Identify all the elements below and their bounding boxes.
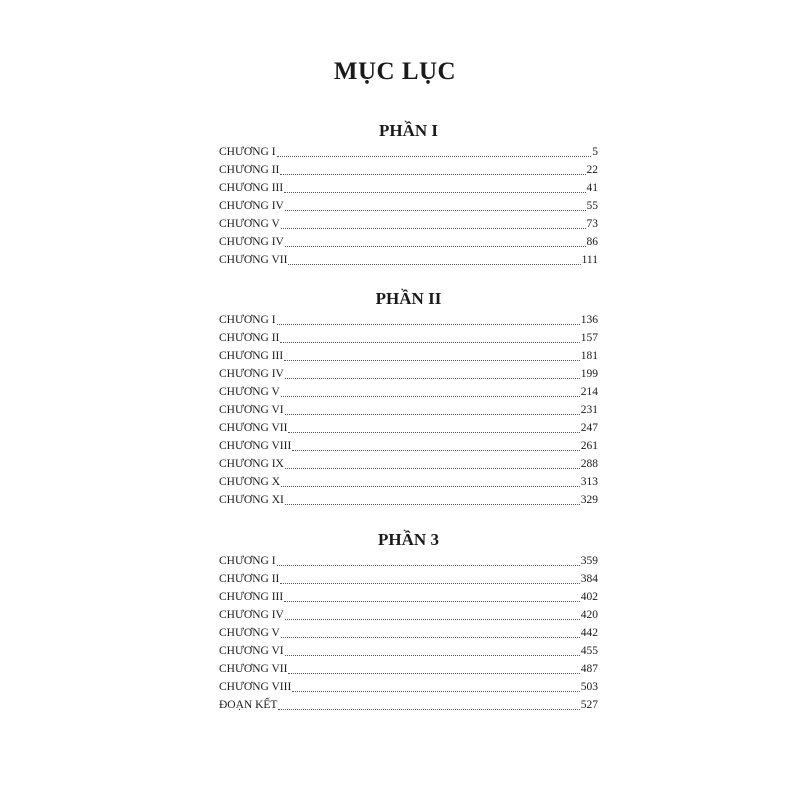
toc-entry-page-number: 487 [580, 663, 598, 675]
toc-entry-page-number: 384 [580, 573, 598, 585]
toc-entry-label: ĐOẠN KẾT [219, 699, 278, 711]
toc-section-part-1 [219, 120, 598, 269]
toc-entry-label: CHƯƠNG VI [219, 645, 284, 657]
toc-entry-page-number: 41 [586, 182, 598, 194]
dot-leader [280, 329, 579, 343]
toc-entry-page-number: 231 [580, 404, 598, 416]
toc-entry-label: CHƯƠNG III [219, 182, 284, 194]
toc-entry-label: CHƯƠNG VII [219, 422, 288, 434]
toc-entry [219, 491, 598, 509]
toc-entry [219, 251, 598, 269]
dot-leader [292, 678, 579, 692]
dot-leader [280, 161, 585, 175]
toc-entry [219, 383, 598, 401]
toc-entry [219, 660, 598, 678]
toc-entry-label: CHƯƠNG IV [219, 368, 284, 380]
dot-leader [281, 215, 586, 229]
dot-leader [285, 365, 580, 379]
toc-entry-page-number: 214 [580, 386, 598, 398]
toc-entry [219, 642, 598, 660]
toc-entry-label: CHƯƠNG IV [219, 200, 284, 212]
toc-section-part-3 [219, 529, 598, 714]
toc-entry [219, 437, 598, 455]
dot-leader [284, 347, 580, 361]
toc-entry [219, 311, 598, 329]
dot-leader [285, 642, 580, 656]
toc-entry-label: CHƯƠNG I [219, 314, 276, 326]
dot-leader [281, 473, 580, 487]
toc-entry-label: CHƯƠNG V [219, 386, 280, 398]
toc-entry-page-number: 55 [586, 200, 598, 212]
toc-entry-label: CHƯƠNG III [219, 350, 284, 362]
toc-entry-label: CHƯƠNG V [219, 627, 280, 639]
toc-entry-page-number: 5 [592, 146, 598, 158]
dot-leader [284, 588, 580, 602]
toc-entry-label: CHƯƠNG XI [219, 494, 284, 506]
toc-entry [219, 401, 598, 419]
toc-entry [219, 197, 598, 215]
dot-leader [288, 251, 580, 265]
dot-leader [277, 143, 592, 157]
dot-leader [281, 624, 580, 638]
section-heading: PHẦN 3 [378, 530, 439, 549]
dot-leader [292, 437, 579, 451]
toc-entry-page-number: 503 [580, 681, 598, 693]
toc-entry-page-number: 86 [586, 236, 598, 248]
dot-leader [285, 233, 586, 247]
toc-entry-page-number: 73 [586, 218, 598, 230]
toc-entry-page-number: 442 [580, 627, 598, 639]
toc-entry-label: CHƯƠNG VII [219, 663, 288, 675]
toc-entry [219, 624, 598, 642]
toc-entry [219, 678, 598, 696]
dot-leader [284, 179, 585, 193]
toc-entry [219, 455, 598, 473]
toc-entry-page-number: 455 [580, 645, 598, 657]
toc-entry-page-number: 261 [580, 440, 598, 452]
toc-entry-label: CHƯƠNG III [219, 591, 284, 603]
toc-entry-label: CHƯƠNG VI [219, 404, 284, 416]
toc-entry [219, 552, 598, 570]
toc-entry-label: CHƯƠNG I [219, 555, 276, 567]
toc-entry-page-number: 111 [581, 254, 598, 266]
toc-entry [219, 347, 598, 365]
dot-leader [285, 606, 580, 620]
toc-entry-page-number: 329 [580, 494, 598, 506]
toc-section-part-2 [219, 288, 598, 509]
toc-entry-page-number: 199 [580, 368, 598, 380]
toc-entry [219, 473, 598, 491]
toc-entry-page-number: 22 [586, 164, 598, 176]
toc-entry [219, 143, 598, 161]
toc-entry [219, 329, 598, 347]
toc-entry [219, 161, 598, 179]
dot-leader [285, 197, 586, 211]
toc-entry-label: CHƯƠNG IV [219, 609, 284, 621]
toc-entry [219, 419, 598, 437]
toc-entry-page-number: 359 [580, 555, 598, 567]
dot-leader [288, 660, 579, 674]
toc-entry-page-number: 247 [580, 422, 598, 434]
toc-entry [219, 606, 598, 624]
toc-entry-label: CHƯƠNG II [219, 164, 280, 176]
toc-entry [219, 233, 598, 251]
section-heading: PHẦN II [375, 289, 442, 308]
dot-leader [281, 383, 580, 397]
section-heading: PHẦN I [378, 121, 439, 140]
toc-entry-page-number: 157 [580, 332, 598, 344]
toc-entry-label: CHƯƠNG VIII [219, 440, 292, 452]
toc-entry-page-number: 136 [580, 314, 598, 326]
toc-entry-label: CHƯƠNG IV [219, 236, 284, 248]
toc-entry-page-number: 181 [580, 350, 598, 362]
toc-entry-page-number: 420 [580, 609, 598, 621]
toc-entry [219, 365, 598, 383]
page-title: MỤC LỤC [333, 58, 457, 85]
toc-entry-label: CHƯƠNG I [219, 146, 276, 158]
dot-leader [280, 570, 579, 584]
toc-entry-page-number: 313 [580, 476, 598, 488]
toc-entry [219, 215, 598, 233]
dot-leader [285, 401, 580, 415]
dot-leader [278, 696, 579, 710]
toc-entry-page-number: 527 [580, 699, 598, 711]
toc-entry-label: CHƯƠNG V [219, 218, 280, 230]
toc-entry-label: CHƯƠNG VII [219, 254, 288, 266]
dot-leader [285, 455, 580, 469]
toc-entry-label: CHƯƠNG II [219, 573, 280, 585]
toc-entry-label: CHƯƠNG IX [219, 458, 284, 470]
dot-leader [285, 491, 580, 505]
dot-leader [277, 552, 580, 566]
toc-entry-page-number: 288 [580, 458, 598, 470]
toc-entry [219, 588, 598, 606]
toc-entry [219, 696, 598, 714]
toc-entry-label: CHƯƠNG II [219, 332, 280, 344]
toc-entry [219, 570, 598, 588]
toc-entry-label: CHƯƠNG X [219, 476, 280, 488]
toc-entry [219, 179, 598, 197]
toc-entry-label: CHƯƠNG VIII [219, 681, 292, 693]
dot-leader [288, 419, 579, 433]
toc-entry-page-number: 402 [580, 591, 598, 603]
dot-leader [277, 311, 580, 325]
toc-list [219, 311, 598, 509]
toc-list [219, 552, 598, 714]
toc-list [219, 143, 598, 269]
